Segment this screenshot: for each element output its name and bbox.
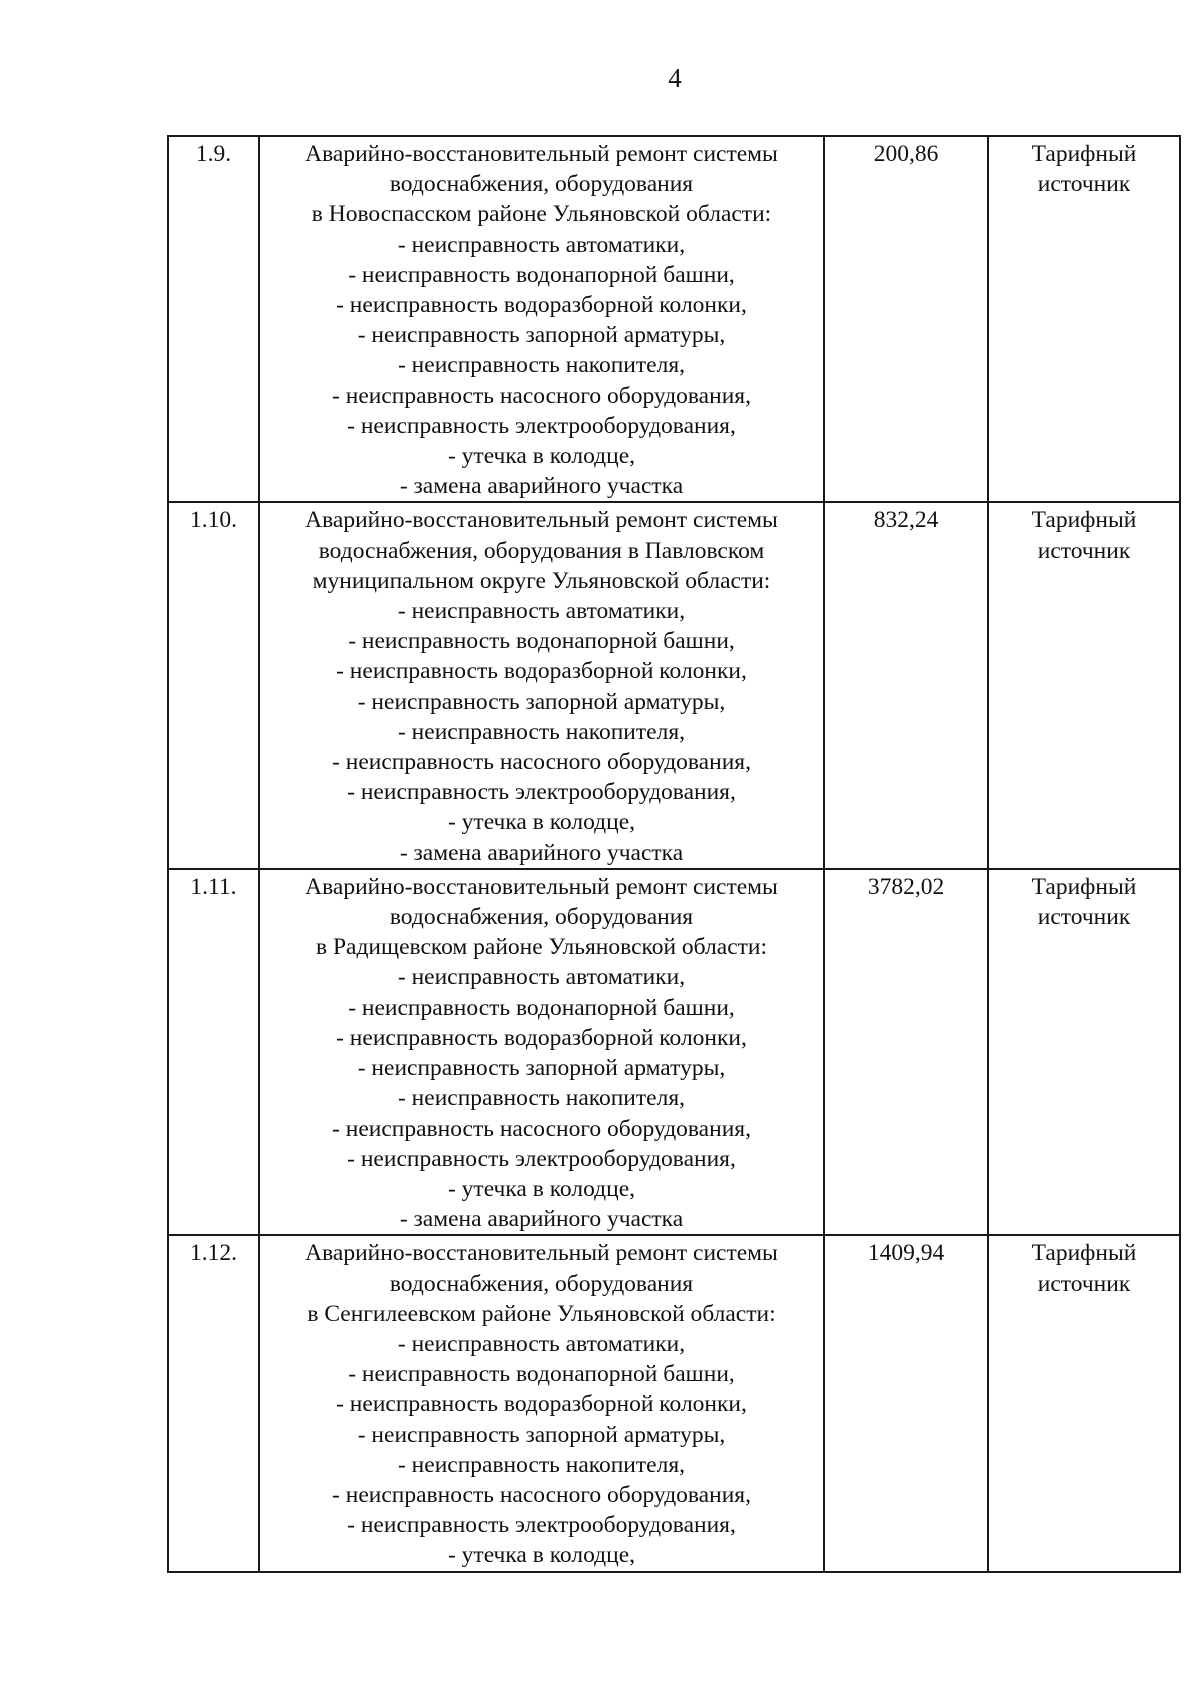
row-number: 1.9. [168, 136, 259, 502]
table-row [168, 1235, 1180, 1571]
description-line: в Новоспасском районе Ульяновской области: [311, 201, 772, 228]
description-line: Аварийно-восстановительный ремонт системы [305, 1240, 778, 1267]
row-description [259, 1235, 824, 1571]
row-number: 1.10. [168, 502, 259, 868]
description-line: - неисправность электрооборудования, [347, 1145, 736, 1172]
description-line: в Сенгилеевском районе Ульяновской области: [307, 1300, 776, 1327]
description-line: - неисправность электрооборудования, [347, 779, 736, 806]
description-line: - замена аварийного участка [399, 1206, 684, 1233]
description-line: - неисправность электрооборудования, [347, 1512, 736, 1539]
table-row [168, 502, 1180, 868]
description-line: - неисправность автоматики, [397, 1330, 686, 1357]
row-description [259, 502, 824, 868]
description-line: - неисправность водоразборной колонки, [336, 292, 747, 319]
description-line: - неисправность водоразборной колонки, [336, 1391, 747, 1418]
description-line: - утечка в колодце, [447, 443, 636, 470]
description-line: - неисправность накопителя, [397, 1085, 685, 1112]
description-line: - неисправность автоматики, [397, 964, 686, 991]
description-line: в Радищевском районе Ульяновской области: [315, 934, 768, 961]
description-line: - замена аварийного участка [399, 473, 684, 500]
description-line: - утечка в колодце, [447, 1175, 636, 1202]
description-line: Аварийно-восстановительный ремонт системы [305, 873, 778, 900]
description-line: - неисправность водонапорной башни, [348, 261, 735, 288]
description-line: - неисправность электрооборудования, [347, 412, 736, 439]
row-amount: 200,86 [824, 136, 988, 502]
description-line: - неисправность накопителя, [397, 1451, 685, 1478]
description-line: - неисправность водонапорной башни, [348, 1361, 735, 1388]
row-description [259, 869, 824, 1235]
description-line: - неисправность водонапорной башни, [348, 628, 735, 655]
description-line: муниципальном округе Ульяновской области: [312, 567, 771, 594]
description-line: - замена аварийного участка [399, 839, 684, 866]
description-line: Аварийно-восстановительный ремонт системы [305, 141, 778, 167]
row-funding-source: Тарифный источник [988, 1235, 1180, 1571]
description-line: - неисправность водоразборной колонки, [336, 658, 747, 685]
description-line: - неисправность насосного оборудования, [332, 1481, 751, 1508]
row-number: 1.11. [168, 869, 259, 1235]
description-line: водоснабжения, оборудования [389, 904, 694, 931]
row-amount: 832,24 [824, 502, 988, 868]
description-line: - неисправность насосного оборудования, [332, 382, 751, 409]
description-line: - неисправность запорной арматуры, [357, 688, 726, 715]
description-line: - неисправность запорной арматуры, [357, 1055, 726, 1082]
row-funding-source: Тарифный источник [988, 869, 1180, 1235]
description-line: - неисправность насосного оборудования, [332, 1115, 751, 1142]
description-line: водоснабжения, оборудования [389, 171, 694, 198]
description-line: - неисправность накопителя, [397, 718, 685, 745]
row-amount: 3782,02 [824, 869, 988, 1235]
row-funding-source: Тарифный источник [988, 502, 1180, 868]
description-line: водоснабжения, оборудования [389, 1270, 694, 1297]
description-line: - неисправность запорной арматуры, [357, 1421, 726, 1448]
row-number: 1.12. [168, 1235, 259, 1571]
works-table [167, 135, 1181, 1573]
page-number: 4 [668, 63, 682, 93]
description-line: - утечка в колодце, [447, 809, 636, 836]
description-line: - неисправность насосного оборудования, [332, 749, 751, 776]
description-line: Аварийно-восстановительный ремонт системы [305, 507, 778, 534]
description-line: - неисправность запорной арматуры, [357, 322, 726, 349]
description-line: - неисправность автоматики, [397, 231, 686, 258]
table-row [168, 136, 1180, 502]
table-row [168, 869, 1180, 1235]
row-funding-source: Тарифный источник [988, 136, 1180, 502]
row-amount: 1409,94 [824, 1235, 988, 1571]
description-line: - неисправность накопителя, [397, 352, 685, 379]
description-line: - неисправность водонапорной башни, [348, 994, 735, 1021]
description-line: - неисправность водоразборной колонки, [336, 1024, 747, 1051]
row-description [259, 136, 824, 502]
description-line: водоснабжения, оборудования в Павловском [318, 537, 765, 564]
description-line: - неисправность автоматики, [397, 598, 686, 625]
description-line: - утечка в колодце, [447, 1542, 636, 1569]
